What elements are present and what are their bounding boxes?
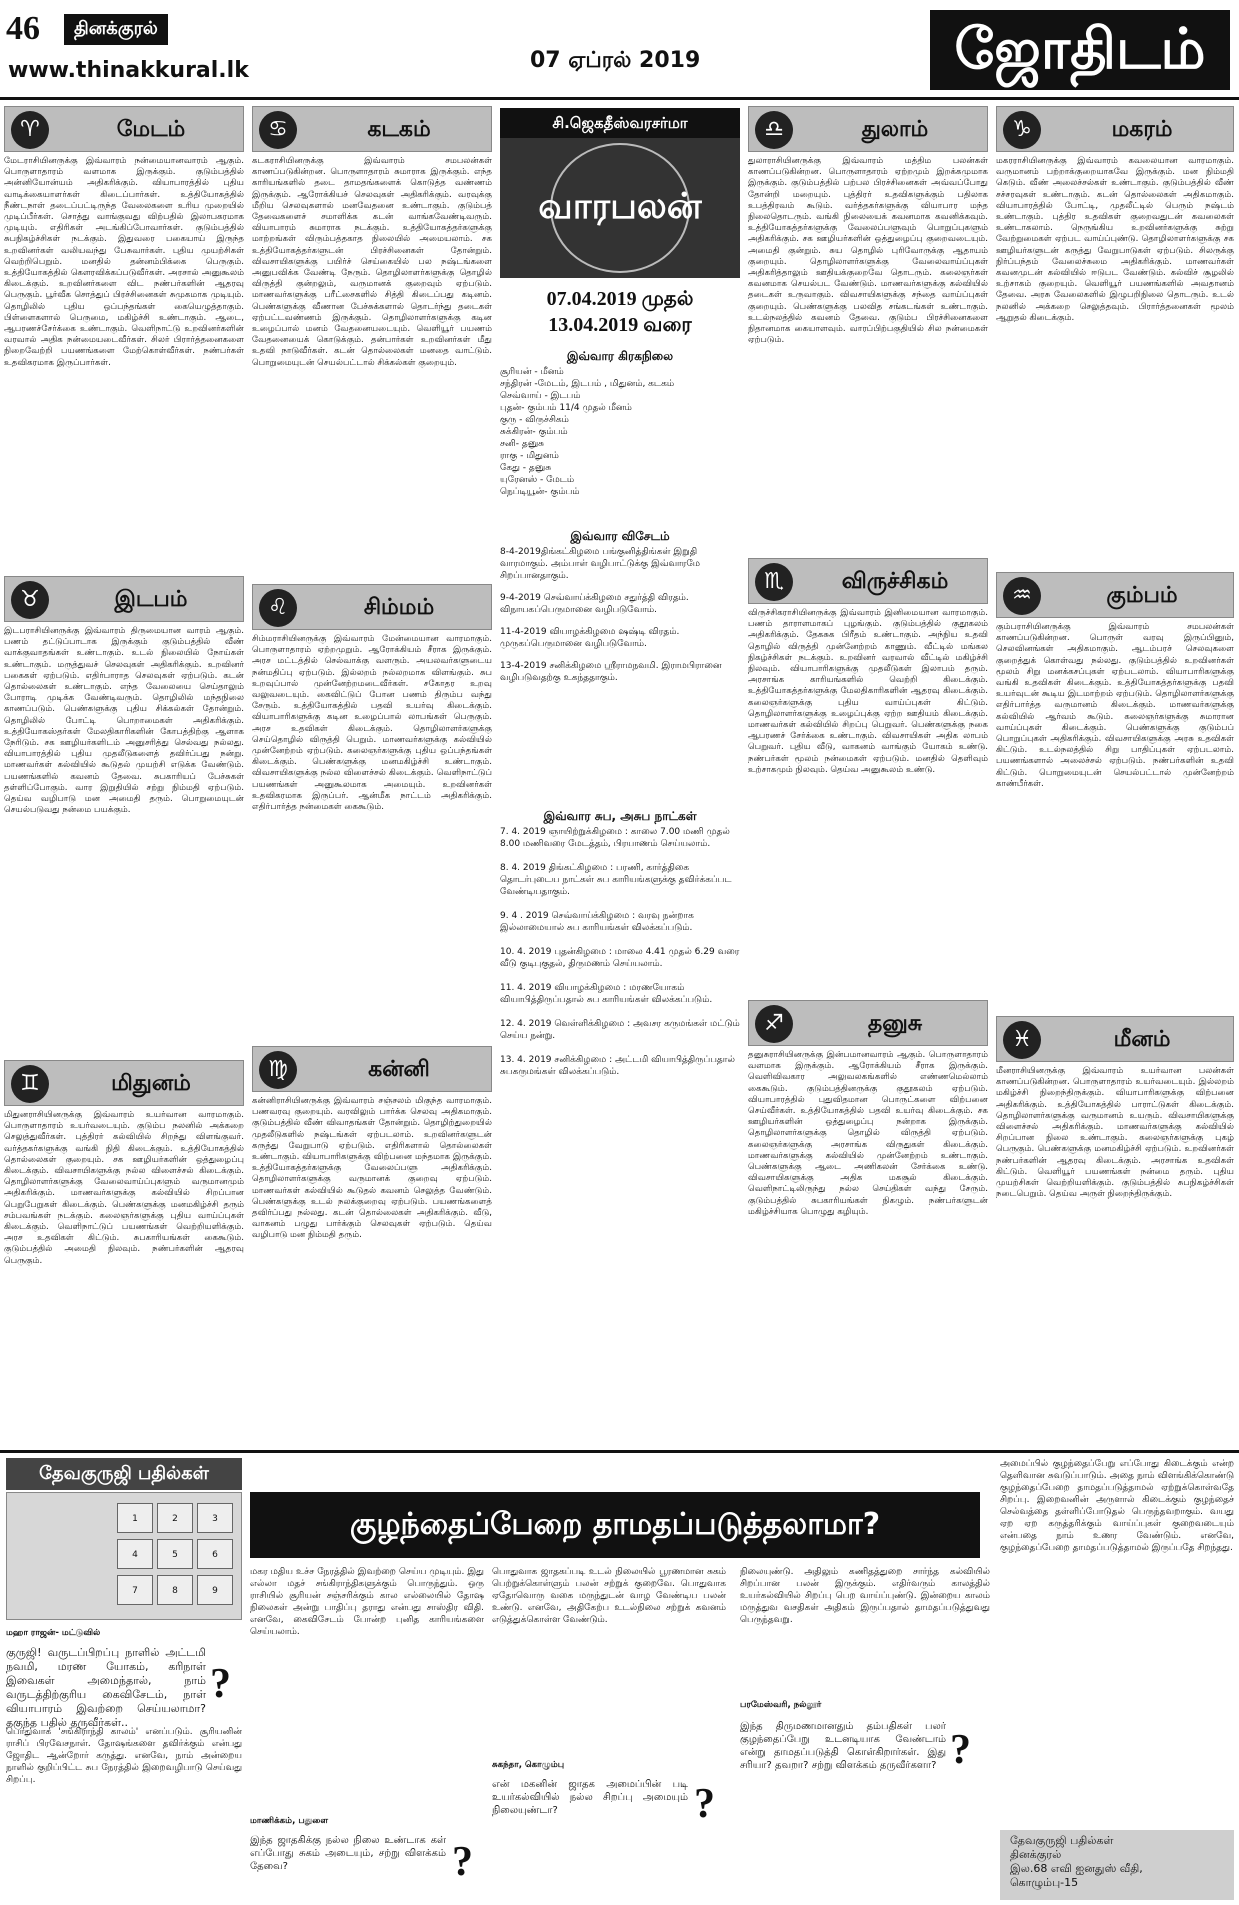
twins-icon: ♊ <box>11 1065 49 1103</box>
planet-item: சூரியன் - மீனம் <box>500 367 564 377</box>
page-number: 46 <box>6 10 40 47</box>
sign-text-kumbam: கும்பராசியினருக்கு இவ்வாரம் சமபலன்கள் காணப்படுகின்றன. பொருள் வரவு இருப்பினும், செலவினங்கள் அதிகமாகும். ஆடம்பரச் செலவுகளை குறைத்துக் கொள்வது நல்லது. குடும்பத்தில் உறவினர்கள் மூலம் சிறு மனக்கசப்புகள் ஏற்படலாம். வியாபாரிகளுக்கு வங்கி உதவிகள் கிடைக்கும். உத்தியோகத்தர்களுக்கு பதவி உயர்வுடன் கூடிய இடமாற்றம் ஏற்படும். தொழிலாளர்களுக்கு எதிர்பார்த்த வருமானம் கிடைக்கும். மாணவர்களுக்கு கல்வியில் ஆர்வம் கூடும். கலைஞர்களுக்கு சுமாரான வாய்ப்புகள் கிடைக்கும். பெண்களுக்கு குடும்பப் பொறுப்புகள் அதிகரிக்கும். விவசாயிகளுக்கு அரசு உதவிகள் கிட்டும். உடல்நலத்தில் சிறு பாதிப்புகள் ஏற்படலாம். பயணங்களால் அலைச்சல் ஏற்படும். நண்பர்களின் உதவி கிட்டும். பொறுமையுடன் செயல்பட்டால் முன்னேற்றம் காண்பீர்கள். <box>996 622 1234 789</box>
question-mark-icon: ? <box>452 1839 473 1885</box>
planet-item: கேது - தனுசு <box>500 463 552 473</box>
day-item: 8. 4. 2019 திங்கட்கிழமை : பரணி, கார்த்திகை தொடர்புடைய நாட்கள் சுப காரியங்களுக்கு தவிர்க்கப்பட வேண்டியதாகும். <box>500 863 732 897</box>
sign-header-thulam <box>748 106 988 152</box>
column-header: தேவகுருஜி பதில்கள் <box>6 1458 242 1490</box>
chart-cell: 2 <box>157 1503 193 1533</box>
website-url[interactable]: www.thinakkural.lk <box>8 58 249 83</box>
planet-item: சனி- தனுசு <box>500 439 545 449</box>
range-end: 13.04.2019 வரை <box>548 314 692 336</box>
chart-cell: 6 <box>197 1539 233 1569</box>
planet-item: ராகு - மிதுனம் <box>500 451 559 461</box>
sign-name: சிம்மம் <box>363 595 435 620</box>
scorpion-icon: ♏ <box>755 563 793 601</box>
questioner-name: சுகந்தா, கொழும்பு <box>492 1760 565 1770</box>
address-line: இல.68 எவி ஐனதுஸ் வீதி, <box>1010 1862 1143 1875</box>
sign-name: தனுசு <box>867 1011 923 1036</box>
newspaper-logo: தினக்குரல் <box>64 14 168 45</box>
sign-name: இடபம் <box>114 587 188 612</box>
sign-text-meenam: மீனராசியினருக்கு இவ்வாரம் உயர்வான பலன்கள் காணப்படுகின்றன. பொருளாதாரம் உயர்வடையும். இல்லறம் மகிழ்ச்சி நிறைந்திருக்கும். வியாபாரிகளுக்கு விற்பனை அதிகரிக்கும். உத்தியோகத்தில் பாராட்டுகள் கிடைக்கும். தொழிலாளர்களுக்கு வருமானம் உயரும். விவசாயிகளுக்கு விளைச்சல் அதிகரிக்கும். மாணவர்களுக்கு கல்வியில் சிறப்பான நிலை உண்டாகும். கலைஞர்களுக்கு புகழ் பெருகும். பெண்களுக்கு மனமகிழ்ச்சி ஏற்படும். உறவினர்கள் நண்பர்களின் ஆதரவு கிடைக்கும். அரசாங்க உதவிகள் கிட்டும். வெளியூர் பயணங்கள் நன்மை தரும். புதிய முயற்சிகள் வெற்றியளிக்கும். குடும்பத்தில் சுபநிகழ்ச்சிகள் நடைபெறும். தெய்வ அருள் நிறைந்திருக்கும். <box>996 1066 1234 1200</box>
crab-icon: ♋ <box>259 111 297 149</box>
sign-text-kadagam: கடகராசியினருக்கு இவ்வாரம் சமபலன்கள் காணப்படுகின்றன. பொருளாதாரம் சுமாராக இருக்கும். எந்த காரியங்களில் தடை தாமதங்களைக் கொடுத்த வண்ணம் இருக்கும். ஆரோக்கியச் செலவுகள் அதிகரிக்கும். வரவுக்கு மீறிய செலவுகளால் மனவேதனை உண்டாகும். குடும்பத் தேவைகளைச் சமாளிக்க கடன் வாங்கவேண்டிவரும். வியாபாரம் சுமாராக நடக்கும். உத்தியோகத்தர்களுக்கு மாற்றங்கள் விரும்பத்தகாத நிலையில் அமையலாம். சக உத்தியோகத்தர்களுடன் பிரச்சினைகள் தோன்றும். விவசாயிகளுக்கு பயிர்ச் செய்கையில் பல நஷ்டங்களை அனுபவிக்க வேண்டி நேரும். தொழிலாளர்களுக்கு தொழில் விருத்தி குன்றலும், வருமானக் குறைவும் ஏற்படும். மாணவர்களுக்கு பரீட்சைகளில் சித்தி கிடைப்பது கடினம். பெண்களுக்கு வீணான பேச்சுக்களால் தொடர்ந்து தடைகள் ஏற்பட்டவண்ணம் இருக்கும். தொழிலாளர்களுக்கு கடின உழைப்பால் மனம் வேதனையடையும். வெளியூர் பயணம் வேதனையைக் கொடுக்கும். தன்பார்கள் உறவினர்கள் மீது உதவி நாடுவீர்கள். கடன் தொல்லைகள் மனதை வாட்டும். பொறுமையுடன் செயல்பட்டால் சிக்கல்கள் குறையும். <box>252 156 492 368</box>
chart-cell: 5 <box>157 1539 193 1569</box>
days-heading: இவ்வார சுப, அசுப நாட்கள் <box>543 809 697 823</box>
sign-header-idabam <box>4 576 244 622</box>
day-item: 10. 4. 2019 புதன்கிழமை : மாலை 4.41 முதல் 6.29 வரை வீடு குடிபுகுதல், திருமணம் செய்யலாம். <box>500 947 740 969</box>
day-item: 11. 4. 2019 வியாழக்கிழமை : மரணயோகம் வியாபித்திருப்பதால் சுப காரியங்கள் விலக்கப்படும். <box>500 983 713 1005</box>
sign-header-simmam <box>252 584 492 630</box>
contact-address-box <box>1000 1830 1234 1900</box>
sign-name: மீனம் <box>1113 1027 1171 1052</box>
day-item: 7. 4. 2019 ஞாயிற்றுக்கிழமை : காலை 7.00 மணி முதல் 8.00 மணிவரை மேடத்தம், பிரயாணம் செய்யலாம். <box>500 827 730 849</box>
author-name: சி.ஜெகதீஸ்வரசர்மா <box>500 108 740 138</box>
planet-item: நெப்டியூன்- கும்பம் <box>500 487 580 497</box>
chart-cell: 9 <box>197 1575 233 1605</box>
day-item: 9. 4 . 2019 செவ்வாய்க்கிழமை : வரவு நன்றாக இல்லாமையால் சுப காரியங்கள் விலக்கப்படும். <box>500 911 694 933</box>
sign-header-kanni <box>252 1046 492 1092</box>
sign-text-mithunam: மிதுனராசியினருக்கு இவ்வாரம் உயர்வான வாரமாகும். பொருளாதாரம் உயர்வடையும். குடும்ப நலனில் அக்கறை செலுத்துவீர்கள். புத்திரர் கல்வியில் சிறந்து விளங்குவர். வர்த்தகர்களுக்கு வங்கி நிதி கிடைக்கும். உத்தியோகத்தில் தொல்லைகள் குறையும். சக ஊழியர்களின் ஒத்துழைப்பு கிடைக்கும். விவசாயிகளுக்கு நல்ல விளைச்சல் கிடைக்கும். தொழிலாளர்களுக்கு வேலைவாய்ப்புகளும் வருமானமும் அதிகரிக்கும். மாணவர்களுக்கு கல்வியில் சிறப்பான பெறுபேறுகள் கிடைக்கும். பெண்களுக்கு மனமகிழ்ச்சி தரும் சம்பவங்கள் நடக்கும். கலைஞர்களுக்கு புதிய வாய்ப்புகள் கிடைக்கும். வெளிநாட்டுப் பயணங்கள் வெற்றியளிக்கும். அரச உதவிகள் கிட்டும். சுபகாரியங்கள் கைகூடும். குடும்பத்தில் அமைதி நிலவும். நண்பர்களின் ஆதரவு பெருகும். <box>4 1110 244 1266</box>
sign-header-kumbam <box>996 572 1234 618</box>
range-start: 07.04.2019 முதல் <box>546 288 694 310</box>
virgin-icon: ♍ <box>259 1051 297 1089</box>
planet-item: சுக்கிரன்- கும்பம் <box>500 427 568 437</box>
planets-heading: இவ்வார கிரகநிலை <box>566 349 674 363</box>
fish-icon: ♓ <box>1003 1021 1041 1059</box>
planet-positions <box>500 348 740 498</box>
special-heading: இவ்வார விசேடம் <box>570 529 670 543</box>
weekly-title: வாரபலன் <box>538 186 702 227</box>
sign-header-meenam <box>996 1016 1234 1062</box>
answer-text: அமைப்பில் குழந்தைப்பேறு எப்போது கிடைக்கும் என்ற தெளிவான சுவடுப்பாடும். அதை நாம் விளங்கிக்கொண்டு குழந்தைப்பேறை தாமதப்படுத்தாமல் ஏற்றுக்கொள்வதே சிறப்பு. இறைவனின் அருளால் கிடைக்கும் குழந்தைச் செல்வத்தை தள்ளிப்போடுதல் பெருந்தவறாகும். வயது ஏற ஏற கருத்தரிக்கும் வாய்ப்புகள் குறைவடையும் என்பதை நாம் உணர வேண்டும். எனவே, குழந்தைப்பேறை தாமதப்படுத்தாமல் இருப்பதே சிறந்தது. <box>1000 1459 1234 1553</box>
chart-cell: 1 <box>117 1503 153 1533</box>
auspicious-days <box>500 808 740 1090</box>
planet-item: புதன்- கும்பம் 11/4 முதல் மீனம் <box>500 403 632 413</box>
sign-name: மகரம் <box>1111 117 1173 142</box>
questioner-name: மாணிக்கம், பதுளை <box>250 1816 329 1826</box>
address-line: கொழும்பு-15 <box>1010 1876 1079 1889</box>
question-mark-icon: ? <box>210 1661 231 1707</box>
sign-name: மேடம் <box>116 117 186 142</box>
day-item: 12. 4. 2019 வெள்ளிக்கிழமை : அவசர கருமங்கள் மட்டும் செய்ய நன்று. <box>500 1019 740 1041</box>
sign-text-viruchigam: விருச்சிகராசியினருக்கு இவ்வாரம் இனிமையான வாரமாகும். பணம் தாராளமாகப் புழங்கும். குடும்பத்தில் குதூகலம் அதிகரிக்கும். தேகசுக பிரீதம் உண்டாகும். அந்நிய உதவி தொழில் விருத்தி முன்னேற்றம் காணும். வீட்டில் மங்கல நிகழ்ச்சிகள் நடக்கும். உறவினர் வரவால் வீட்டில் மகிழ்ச்சி நிலவும். வியாபாரிகளுக்கு முதலீடுகள் இலாபம் தரும். அரசாங்க காரியங்களில் வெற்றி கிடைக்கும். உத்தியோகத்தர்களுக்கு மேலதிகாரிகளின் ஆதரவு கிடைக்கும். கலைஞர்களுக்கு புதிய வாய்ப்புகள் கிட்டும். தொழிலாளர்களுக்கு உழைப்புக்கு ஏற்ற ஊதியம் கிடைக்கும். மாணவர்கள் கல்வியில் சிறப்பு பெறுவர். பெண்களுக்கு நகை ஆபரணச் சேர்க்கை உண்டாகும். விவசாயிகள் அதிக லாபம் பெறுவர். புதிய வீடு, வாகனம் வாங்கும் யோகம் உண்டு. நண்பர்கள் மூலம் நன்மைகள் ஏற்படும். மனதில் தெளிவும் உற்சாகமும் நிலவும். தெய்வ அனுகூலம் உண்டு. <box>748 608 988 775</box>
answer-text: பொதுவாக 'சங்கிராந்தி காலம்' எனப்படும். சூரியனின் ராசிப் பிரவேசநாள். தோஷங்களை தவிர்க்கும் என்பது ஜோதிட ஆன்றோர் கருத்து. எனவே, நாம் அன்றைய நாளில் குறிப்பிட்ட சுப நேரத்தில் இறைவழிபாடு செய்வது சிறப்பு. <box>6 1727 242 1785</box>
ram-icon: ♈ <box>11 111 49 149</box>
special-item: 11-4-2019 வியாழக்கிழமை ஷஷ்டி விரதம். முருகப்பெருமானை வழிபடுவோம். <box>500 627 680 649</box>
date-range <box>500 286 740 338</box>
question-text: என் மகனின் ஜாதக அமைப்பின் படி உயர்கல்வியில் நல்ல சிறப்பு அமையும் நிலையுண்டா? <box>492 1779 688 1816</box>
sign-header-thanusu <box>748 1000 988 1046</box>
address-line: தினக்குரல் <box>1010 1848 1062 1861</box>
weekly-forecast-panel <box>500 108 740 1438</box>
chart-cell: 4 <box>117 1539 153 1569</box>
issue-date: 07 ஏப்ரல் 2019 <box>530 48 701 73</box>
address-line: தேவகுருஜி பதில்கள் <box>1010 1834 1114 1847</box>
sign-header-magaram <box>996 106 1234 152</box>
questioner-name: பரமேஸ்வரி, நல்லூர் <box>740 1700 822 1710</box>
sign-text-kanni: கன்னிராசியினருக்கு இவ்வாரம் சஞ்சலம் மிகுந்த வாரமாகும். பணவரவு குறையும். வரவிலும் பார்க்க செலவு அதிகமாகும். குடும்பத்தில் வீண் விவாதங்கள் தோன்றும். தொழிற்துறையில் முதலீடுகளில் நஷ்டங்கள் ஏற்படலாம். உறவினர்களுடன் கருத்து வேறுபாடு ஏற்படும். எதிரிகளால் தொல்லைகள் உண்டாகும். வியாபாரிகளுக்கு விற்பனை மந்தமாக இருக்கும். உத்தியோகத்தர்களுக்கு வேலைப்பளு அதிகரிக்கும். தொழிலாளர்களுக்கு வருமானக் குறைவு ஏற்படும். மாணவர்கள் கல்வியில் கூடுதல் கவனம் செலுத்த வேண்டும். பெண்களுக்கு உடல் நலக்குறைவு ஏற்படும். பயணங்களைத் தவிர்ப்பது நல்லது. கடன் தொல்லைகள் அதிகரிக்கும். வீடு, வாகனம் பழுது பார்க்கும் செலவுகள் ஏற்படும். தெய்வ வழிபாடு மன நிம்மதி தரும். <box>252 1096 492 1241</box>
sign-name: மிதுனம் <box>111 1071 191 1096</box>
sign-name: கடகம் <box>367 117 431 142</box>
sign-text-magaram: மகரராசியினருக்கு இவ்வாரம் கவலையான வாரமாகும். வருமானம் பற்றாக்குறையாகவே இருக்கும். மன நிம்மதி கெடும். வீண் அலைச்சல்கள் உண்டாகும். குடும்பத்தில் வீண் சச்சரவுகள் உண்டாகும். கடன் தொல்லைகள் அதிகமாகும். வியாபாரத்தில் போட்டி, முதலீட்டில் பெரும் நஷ்டம் உண்டாகும். புத்திர உதவிகள் குறைவதுடன் கவலைகள் உண்டாகலாம். நெருங்கிய உறவினர்களுக்கு சுற்று வேற்றுமைகள் ஏற்பட வாய்ப்புண்டு. தொழிலாளர்களுக்கு சக ஊழியர்களுடன் கருத்து வேறுபாடுகள் ஏற்படும். சிலருக்கு நிர்ப்பந்தம் வேலைச்சுமை அதிகரிக்கும். மாணவர்கள் கவனமுடன் கல்வியில் ஈடுபட வேண்டும். கல்விச் சூழலில் உற்சாகம் குறையும். வெளியூர் பயணங்களில் அவதானம் தேவை. அரசு வேலைகளில் இழுபறிநிலை தொடரும். உடல் நலனில் அக்கறை செலுத்தவும். பிரார்த்தனைகள் மூலம் ஆறுதல் கிடைக்கும். <box>996 156 1234 323</box>
lion-icon: ♌ <box>259 589 297 627</box>
special-item: 13-4-2019 சனிக்கிழமை ஸ்ரீராமநவமி. இராமபிரானை வழிபடுவதற்கு உகந்ததாகும். <box>500 661 722 683</box>
water-bearer-icon: ♒ <box>1003 577 1041 615</box>
question-text: இந்த திருமணமானதும் தம்பதிகள் பலர் குழந்தைப்பேறு உடனடியாக வேண்டாம் என்று தாமதப்படுத்தி கொள்கிறார்கள். இது சரியா? தவறா? சற்று விளக்கம் தருவீர்களா? <box>740 1721 946 1771</box>
chart-cell: 7 <box>117 1575 153 1605</box>
sign-text-simmam: சிம்மராசியினருக்கு இவ்வாரம் மேன்மையான வாரமாகும். பொருளாதாரம் ஏற்றமுறும். ஆரோக்கியம் சீராக இருக்கும். அரச மட்டத்தில் செல்வாக்கு வளரும். அயலவர்களுடைய நன்மதிப்பு ஏற்படும். இல்லறம் நல்லறமாக விளங்கும். சுப உறவுப்பால் முன்னேற்றமடைவீர்கள். சகோதர உறவு வலுவடையும். கைவிட்டுப் போன பணம் திரும்ப வந்து சேரும். உத்தியோகத்தில் பதவி உயர்வு கிடைக்கும். வியாபாரிகளுக்கு கடின உழைப்பால் லாபங்கள் பெருகும். அரச உதவிகள் கிடைக்கும். தொழிலாளர்களுக்கு செய்தொழில் விருத்தி பெறும். மாணவர்களுக்கு கல்வியில் முன்னேற்றம் ஏற்படும். கலைஞர்களுக்கு புதிய ஒப்பந்தங்கள் கிடைக்கும். பெண்களுக்கு மனமகிழ்ச்சி உண்டாகும். விவசாயிகளுக்கு நல்ல விளைச்சல் கிடைக்கும். வெளிநாட்டுப் பயணங்கள் அனுகூலமாக அமையும். உறவினர்கள் உதவிகரமாக இருப்பர். ஆன்மீக நாட்டம் அதிகரிக்கும். எதிர்பார்த்த நன்மைகள் கைகூடும். <box>252 634 492 813</box>
section-divider <box>0 1450 1239 1453</box>
sign-header-medam <box>4 106 244 152</box>
planet-item: செவ்வாய் - இடபம் <box>500 391 581 401</box>
question-mark-icon: ? <box>694 1781 715 1827</box>
sign-name: விருச்சிகம் <box>841 569 949 594</box>
masthead <box>0 0 1239 100</box>
day-item: 13. 4. 2019 சனிக்கிழமை : அட்டமி வியாபித்திருப்பதால் சுபகருமங்கள் விலக்கப்படும். <box>500 1055 735 1077</box>
special-item: 8-4-2019திங்கட்கிழமை பங்குனித்திங்கள் இறுதி வாரமாகும். அம்பாள் வழிபாட்டுக்கு இவ்வாரமே சிறப்பானதாகும். <box>500 547 701 581</box>
questioner-name: மஹா ராஜன்- மட்டுவில் <box>6 1628 101 1638</box>
special-item: 9-4-2019 செவ்வாய்க்கிழமை சதுர்த்தி விரதம். விநாயகப்பெருமானை வழிபடுவோம். <box>500 593 689 615</box>
article-headline: குழந்தைப்பேறை தாமதப்படுத்தலாமா? <box>250 1492 980 1558</box>
sign-name: துலாம் <box>861 117 929 142</box>
archer-icon: ♐ <box>755 1005 793 1043</box>
zodiac-wheel-image <box>500 138 740 278</box>
answer-text: மகர மதிய உச்ச நேரத்தில் இவற்றை செய்ய முடியும். இது எல்லா மதச் சங்கிராந்திகளுக்கும் பொருந்தும். ஒரு ராசியில் சூரியன் சஞ்சரிக்கும் கால எல்லையில் தோஷ நிலைகள் அன்று பாதிப்பு தராது என்பது சாஸ்திர விதி. எனவே, கைவிசேடம் போன்ற புனித காரியங்களை செய்யலாம். <box>250 1567 484 1637</box>
answer-text: நிலையுண்டு. அதிலும் கணிதத்துறை சார்ந்த கல்வியில் சிறப்பான பலன் இருக்கும். எதிர்வரும் காலத்தில் உயர்கல்வியில் சிறப்பு பெற வாய்ப்புண்டு. இன்றைய காலம் மருத்துவ வசதிகள் அதிகம் இருப்பதால் தாமதப்படுத்துவது பெருந்தவறு. <box>740 1567 990 1625</box>
sign-text-medam: மேடராசியினருக்கு இவ்வாரம் நன்மையானவாரம் ஆகும். பொருளாதாரம் வளமாக இருக்கும். குடும்பத்தில் அன்னியோன்யம் அதிகரிக்கும். வியாபாரத்தில் புதிய வாடிக்கையாளர்கள் கிடைப்பார்கள். உத்தியோகத்தில் நீண்டநாள் தடைப்பட்டிருந்த வேலைகளை உரிய முறையில் முடிப்பீர்கள். சொத்து வாங்குவது விற்பதில் இலாபகரமாக முடியும். எதிரிகள் அடங்கிப்போவார்கள். குடும்பத்தில் சுபநிகழ்ச்சிகள் நடக்கும். இதுவரை பகையாய் இருந்த உறவினர்கள் வலியவந்து பேசுவார்கள். புதிய முயற்சிகள் வெற்றிபெறும். மனதில் தன்னம்பிக்கை பெருகும். உத்தியோகத்தில் கௌரவிக்கப்படுவீர்கள். அரசால் அனுகூலம் கிடைக்கும். உறவினர்களை விட நண்பர்களின் ஆதரவு பெருகும். பூர்வீக சொத்துப் பிரச்சினைகள் சுமுகமாக முடியும். தொழிலில் புதிய ஒப்பந்தங்கள் கையெழுத்தாகும். பிள்ளைகளால் பெருமை, மகிழ்ச்சி உண்டாகும். ஆடை, ஆபரணச்சேர்க்கை உண்டாகும். வெளிநாட்டு உறவினர்களின் வரவால் அதிக நன்மையடைவீர்கள். சிலர் பிரார்த்தனைகளை நிறைவேற்றி பயணங்களை மேற்கொள்வீர்கள். நண்பர்கள் உதவிகரமாக இருப்பார்கள். <box>4 156 244 368</box>
bull-icon: ♉ <box>11 581 49 619</box>
sign-name: கன்னி <box>368 1057 430 1082</box>
sign-header-mithunam <box>4 1060 244 1106</box>
sign-header-viruchigam <box>748 558 988 604</box>
planet-item: யுரேனஸ் - மேடம் <box>500 475 575 485</box>
sign-name: கும்பம் <box>1106 583 1178 608</box>
question-text: இந்த ஜாதகிக்கு நல்ல நிலை உண்டாக கள் எப்போது சுகம் அடையும், சற்று விளக்கம் தேவை? <box>250 1835 446 1872</box>
planet-item: குரு - விருச்சிகம் <box>500 415 569 425</box>
weekly-special <box>500 528 740 694</box>
question-mark-icon: ? <box>950 1727 971 1773</box>
chart-cell: 3 <box>197 1503 233 1533</box>
scales-icon: ♎ <box>755 111 793 149</box>
sign-text-thanusu: தனுசுராசியினருக்கு இன்பமானவாரம் ஆகும். பொருளாதாரம் வளமாக இருக்கும். ஆரோக்கியம் சீராக இருக்கும். வெளிவிவகார அலுவலகங்களில் எண்ணமெல்லாம் கைகூடும். குடும்பத்தினருக்கு குதூகலம் ஏற்படும். வியாபாரத்தில் புதுவிதமான பொருட்களை விற்பனை செய்வீர்கள். உத்தியோகத்தில் பதவி உயர்வு கிடைக்கும். சக ஊழியர்களின் ஒத்துழைப்பு நன்றாக இருக்கும். தொழிலாளர்களுக்கு தொழில் விருத்தி ஏற்படும். கலைஞர்களுக்கு அரசாங்க விருதுகள் கிடைக்கும். மாணவர்களுக்கு கல்வியில் முன்னேற்றம் உண்டாகும். பெண்களுக்கு ஆடை அணிகலன் சேர்க்கை உண்டு. விவசாயிகளுக்கு அதிக மகசூல் கிடைக்கும். வெளிநாட்டிலிருந்து நல்ல செய்திகள் வந்து சேரும். குடும்பத்தில் சுபகாரியங்கள் நிகழும். நண்பர்களுடன் மகிழ்ச்சியாக பொழுது கழியும். <box>748 1050 988 1217</box>
sign-text-thulam: துலாராசியினருக்கு இவ்வாரம் மத்திம பலன்கள் காணப்படுகின்றன. பொருளாதாரம் ஏற்றமும் இறக்கமுமாக இருக்கும். குடும்பத்தில் பற்பல பிரச்சினைகள் அவ்வப்போது தோன்றி மறையும். புத்திரர் உதவிகளுக்கும் பதிலாக உபத்திரவம் கூடும். வர்த்தகர்களுக்கு வியாபார மந்த நிலைதொடரும். வங்கி நிலையைக் கவனமாக கவனிக்கவும். உத்தியோகத்தர்களுக்கு வேலைப்பளுவும் பொறுப்புகளும் அதிகரிக்கும். சக ஊழியர்களின் ஒத்துழைப்பு குறைவடையும். அமைதி குன்றும். சுய தொழில் புரிவோருக்கு ஆதாயம் குறையும். தொழிலாளர்களுக்கு வேலைவாய்ப்புகள் அதிகரித்தாலும் ஊதியக்குறைவே தொடரும். கலைஞர்கள் கவனமாக செயல்பட வேண்டும். மாணவர்களுக்கு கல்வியில் தடைகள் உருவாகும். விவசாயிகளுக்கு சந்தை வாய்ப்புகள் குறையும். பெண்களுக்கு பலவித சங்கடங்கள் உண்டாகும். உடல்நலத்தில் கவனம் தேவை. குடும்ப பிரச்சினைகளை நிதானமாக கையாளவும். வாரப்பிற்பகுதியில் சில நன்மைகள் ஏற்படும். <box>748 156 988 346</box>
horoscope-chart-image <box>6 1492 242 1620</box>
goat-icon: ♑ <box>1003 111 1041 149</box>
planet-item: சந்திரன் -மேடம், இடபம் , மிதுனம், கடகம் <box>500 379 675 389</box>
question-text: குருஜி! வருடப்பிறப்பு நாளில் அட்டமி நவமி, மரண யோகம், கரிநாள் இவைகள் அமைந்தால், நாம் வருடத்திற்குரிய கைவிசேடம், நாள் வியாபாரம் இவற்றை செய்யலாமா? தகுந்த பதில் தருவீர்கள்.. <box>6 1646 206 1729</box>
section-title: ஜோதிடம் <box>930 10 1230 90</box>
chart-cell: 8 <box>157 1575 193 1605</box>
sign-header-kadagam <box>252 106 492 152</box>
answer-text: பொதுவாக ஜாதகப்படி உடல் நிலையில் பூரணமான சுகம் பெற்றுக்கொள்ளும் பலன் சற்றுக் குறைவே. பொதுவாக ஏதோவொரு வகை மருந்துடன் வாழ வேண்டிய பலன் உண்டு. எனவே, அதிகேற்ப உடல்நிலை சற்றுக் கவனம் எடுத்துக்கொள்ள வேண்டும். <box>492 1567 726 1625</box>
sign-text-idabam: இடபராசியினருக்கு இவ்வாரம் திருமையான வாரம் ஆகும். பணம் தட்டுப்பாடாக இருக்கும் குடும்பத்தில் வீண் வாக்குவாதங்கள் உண்டாகும். உடல் நிலையில் நோய்கள் உண்டாகும். மருத்துவச் செலவுகள் அதிகரிக்கும். உறவினர் பகைகள் ஏற்படும். எதிர்பாராத செலவுகள் ஏற்படும். கடன் தொல்லைகள் உண்டாகும். எந்த வேலையை செய்தாலும் போராடி முடிக்க வேண்டிவரும். தொழிலில் மந்தநிலை காணப்படும். பெண்களுக்கு புதிய சிக்கல்கள் தோன்றும். தொழிலில் போட்டி பொறாமைகள் அதிகரிக்கும். உத்தியோகஸ்தர்கள் மேலதிகாரிகளின் கோபத்திற்கு ஆளாக நேரிடும். சக ஊழியர்களிடம் அனுசரித்து செல்வது நல்லது. வியாபாரத்தில் புதிய முதலீடுகளைத் தவிர்ப்பது நன்று. மாணவர்கள் கல்வியில் கூடுதல் முயற்சி எடுக்க வேண்டும். பயணங்களில் கவனம் தேவை. சுபகாரியப் பேச்சுகள் தள்ளிப்போகும். வார இறுதியில் சற்று நிம்மதி ஏற்படும். தெய்வ வழிபாடு மன அமைதி தரும். பொறுமையுடன் செயல்படுவது நன்மை பயக்கும். <box>4 626 244 816</box>
